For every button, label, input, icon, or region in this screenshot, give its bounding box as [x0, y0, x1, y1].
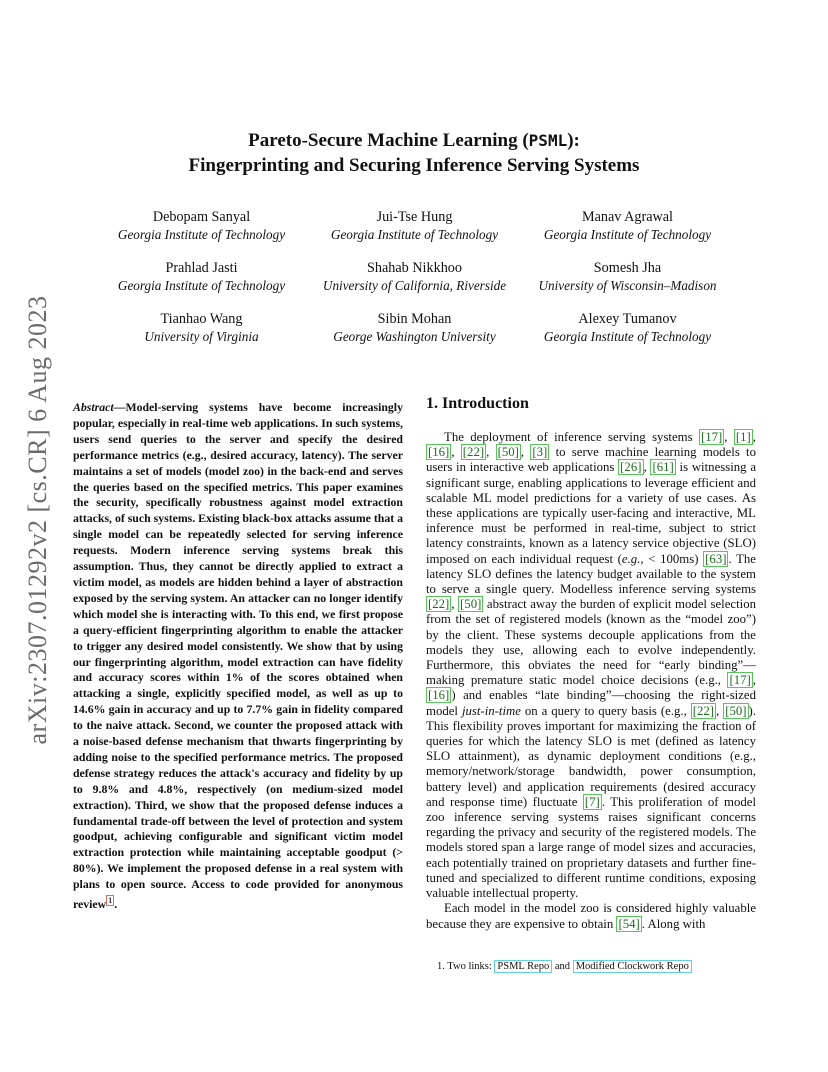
- author: [308, 208, 521, 259]
- author-affiliation: Georgia Institute of Technology: [543, 227, 712, 242]
- citation-link[interactable]: [16]: [428, 688, 450, 703]
- author: [521, 310, 734, 361]
- author: [521, 259, 734, 310]
- text-run: ,: [752, 430, 756, 444]
- citation-link[interactable]: [50]: [725, 703, 747, 718]
- author-name: Debopam Sanyal: [152, 209, 251, 225]
- intro-paragraph-2: [426, 901, 756, 931]
- section-heading: 1. Introduction: [426, 395, 529, 412]
- clockwork-repo-link[interactable]: Modified Clockwork Repo: [573, 960, 692, 973]
- text-run: abstract away the burden of explicit model selection from the set of registered models (known as the “model zoo”) by the client. These systems decouple applications from the models they use, allowing each to evolve independently. Furthermore, this obviates the need for “early binding”—making premature static model choice decisions (e.g.,: [426, 597, 756, 688]
- text-run: ,: [520, 445, 531, 460]
- author-name: Sibin Mohan: [377, 311, 452, 327]
- text-run: Each model in the model zoo is considered highly valuable because they are expensive to obtain: [426, 901, 756, 931]
- title-text-end: ):: [567, 130, 580, 151]
- text-run: ,: [752, 673, 756, 688]
- footnote-prefix: 1. Two links:: [437, 961, 495, 972]
- intro-paragraph-1: [426, 430, 756, 901]
- citation-link[interactable]: [50]: [497, 445, 519, 460]
- author-row: [95, 310, 735, 361]
- text-run: ,: [451, 597, 459, 612]
- emphasis-text: e.g.,: [621, 551, 644, 566]
- arxiv-sidebar: [18, 290, 58, 750]
- arxiv-identifier: arXiv:2307.01292v2 [cs.CR] 6 Aug 2023: [23, 295, 52, 745]
- title-line-1: [0, 128, 828, 153]
- citation-link[interactable]: [61]: [652, 460, 674, 475]
- citation-link[interactable]: [22]: [462, 445, 485, 460]
- title-text: Pareto-Secure Machine Learning (: [248, 130, 529, 151]
- citation-link[interactable]: [50]: [460, 597, 482, 612]
- footnote: [437, 960, 767, 974]
- citation-link[interactable]: [63]: [705, 551, 727, 566]
- text-run: ). This flexibility proves important for maximizing the fraction of queries for which the latency SLO is met (defined as latency SLO attainment), as dynamic deployment conditions (e.g., memory/network/storage bandwidth, power consumption, battery level) and application requirements (desired accuracy and response time) fluctuate: [426, 703, 756, 809]
- text-run: The deployment of inference serving systems: [444, 430, 699, 444]
- text-run: ,: [451, 445, 461, 460]
- text-run: is witnessing a significant surge, enabling applications to leverage efficient and scalable ML model predictions for a variety of use cases. As these applications are typically user-facing and interactive, ML inference must be performed in real-time, subject to strict latency constraints, known as a latency service objective (SLO) imposed on each individual request (: [426, 460, 756, 566]
- text-run: ,: [643, 460, 651, 475]
- citation-link[interactable]: [17]: [729, 673, 751, 688]
- author: [95, 310, 308, 361]
- text-run: . The latency SLO defines the latency budget available to the system to serve a single query. Modelless inference serving systems: [426, 551, 756, 597]
- author-row: [95, 259, 735, 310]
- text-run: . Along with: [641, 916, 706, 931]
- title-acronym: PSML: [528, 131, 568, 150]
- author-affiliation: University of Virginia: [144, 329, 259, 344]
- citation-link[interactable]: [22]: [428, 597, 450, 612]
- citation-link[interactable]: [3]: [532, 445, 548, 460]
- author: [95, 259, 308, 310]
- text-run: on a query to query basis (e.g.,: [520, 703, 691, 718]
- text-run: ) and enables “late binding”—choosing the right-sized model: [426, 688, 756, 718]
- author-affiliation: Georgia Institute of Technology: [117, 227, 286, 242]
- text-run: < 100ms): [643, 551, 704, 566]
- author: [95, 208, 308, 259]
- author-name: Tianhao Wang: [160, 311, 243, 327]
- author-affiliation: University of Wisconsin–Madison: [538, 278, 717, 293]
- author-name: Prahlad Jasti: [165, 260, 238, 276]
- footnote-marker-link[interactable]: 1: [108, 896, 113, 906]
- title-line-2: Fingerprinting and Securing Inference Serving Systems: [188, 155, 640, 176]
- author: [521, 208, 734, 259]
- emphasis-text: just-in-time: [461, 703, 521, 718]
- citation-link[interactable]: [26]: [620, 460, 642, 475]
- paper-title: [0, 128, 828, 178]
- author-affiliation: Georgia Institute of Technology: [117, 278, 286, 293]
- abstract: [73, 400, 403, 913]
- author-name: Somesh Jha: [593, 260, 662, 276]
- citation-link[interactable]: [7]: [584, 794, 600, 809]
- author-block: [95, 208, 735, 361]
- citation-link[interactable]: [22]: [692, 703, 715, 718]
- text-run: . This proliferation of model zoo inference serving systems raises significant concerns regarding the privacy and security of the registered models. The models stored span a large range of model sizes and accuracies, each potentially trained on proprietary datasets and further fine-tuned and specialized to different runtime conditions, exposing valuable intellectual property.: [426, 794, 756, 901]
- citation-link[interactable]: [54]: [618, 916, 640, 931]
- text-run: ,: [486, 445, 496, 460]
- introduction-section: [426, 396, 756, 932]
- citation-link[interactable]: [17]: [700, 430, 723, 444]
- author: [308, 310, 521, 361]
- author-affiliation: University of California, Riverside: [322, 278, 507, 293]
- author-affiliation: Georgia Institute of Technology: [543, 329, 712, 344]
- abstract-body: —Model-serving systems have become increasingly popular, especially in real-time web applications. In such systems, users send queries to the server and specify the desired performance metrics (e.g., desired accuracy, latency). The server maintains a set of models (model zoo) in the back-end and serves the queries based on the specified metrics. This paper examines the security, specifically robustness against model extraction attacks, of such systems. Existing black-box attacks assume that a single model can be repeatedly selected for serving inference requests. Modern inference serving systems break this assumption. Thus, they cannot be directly applied to extract a victim model, as models are hidden behind a layer of abstraction exposed by the serving system. An attacker can no longer identify which model she is interacting with. To this end, we first propose a query-efficient fingerprinting algorithm to enable the attacker to trigger any desired model consistently. We show that by using our fingerprinting algorithm, model extraction can have fidelity and accuracy scores within 1% of the scores obtained when attacking a single, explicitly specified model, as well as up to 14.6% gain in accuracy and up to 7.7% gain in fidelity compared to the naive attack. Second, we counter the proposed attack with a noise-based defense mechanism that thwarts fingerprinting by adding noise to the specified performance metrics. The proposed defense strategy reduces the attack's accuracy and fidelity by up to 9.8% and 4.8%, respectively (on medium-sized model extraction). Third, we show that the proposed defense induces a fundamental trade-off between the level of protection and system goodput, achieving configurable and significant victim model extraction protection while maintaining acceptable goodput (> 80%). We implement the proposed defense in a real system with plans to open source. Access to code provided for anonymous review: [73, 400, 404, 912]
- text-run: ,: [724, 430, 734, 444]
- text-run: ,: [716, 703, 724, 718]
- citation-link[interactable]: [16]: [428, 445, 450, 460]
- author-name: Manav Agrawal: [581, 209, 673, 225]
- author-name: Shahab Nikkhoo: [367, 260, 462, 276]
- abstract-end: .: [114, 897, 118, 912]
- footnote-middle: and: [552, 961, 573, 972]
- author-name: Alexey Tumanov: [578, 311, 677, 327]
- author: [308, 259, 521, 310]
- text-run: to serve machine learning models to users in interactive web applications: [426, 445, 757, 475]
- author-row: [95, 208, 735, 259]
- psml-repo-link[interactable]: PSML Repo: [494, 960, 552, 973]
- abstract-label: Abstract: [73, 400, 114, 414]
- author-affiliation: Georgia Institute of Technology: [330, 227, 499, 242]
- citation-link[interactable]: [1]: [735, 430, 751, 444]
- author-name: Jui-Tse Hung: [376, 209, 453, 225]
- author-affiliation: George Washington University: [333, 329, 496, 344]
